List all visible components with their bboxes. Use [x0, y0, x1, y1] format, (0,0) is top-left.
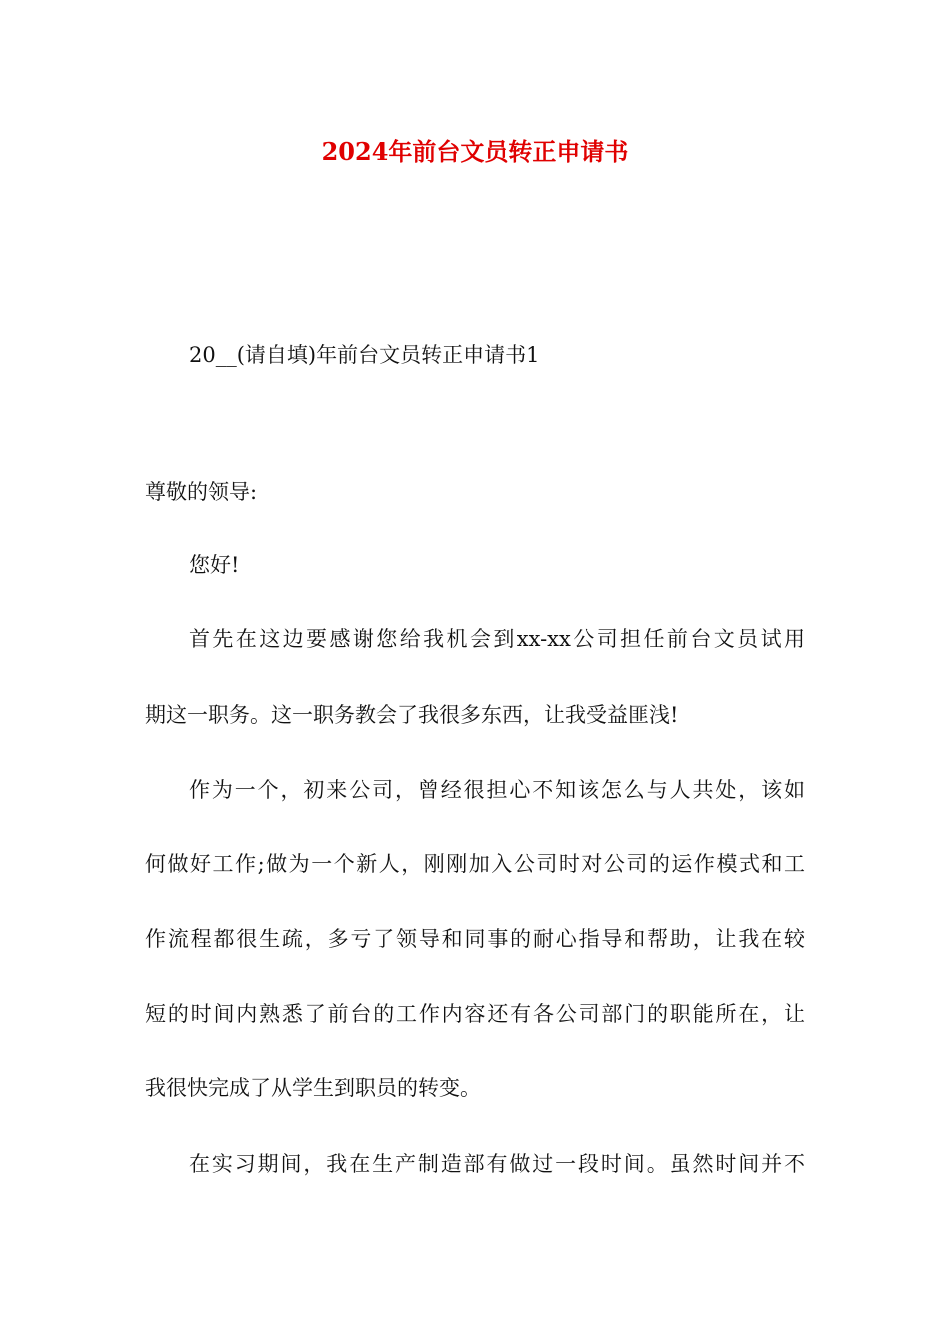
greeting: 您好! — [189, 553, 240, 577]
document-title: 2024年前台文员转正申请书 — [321, 137, 629, 166]
paragraph-line: 何做好工作;做为一个新人，刚刚加入公司时对公司的运作模式和工 — [145, 852, 805, 876]
document-subtitle: 20__(请自填)年前台文员转正申请书1 — [189, 343, 540, 367]
paragraph-line: 作为一个，初来公司，曾经很担心不知该怎么与人共处，该如 — [189, 778, 805, 802]
paragraph-line: 作流程都很生疏，多亏了领导和同事的耐心指导和帮助，让我在较 — [145, 927, 805, 951]
paragraph-line: 期这一职务。这一职务教会了我很多东西，让我受益匪浅! — [145, 703, 679, 727]
paragraph-line: 我很快完成了从学生到职员的转变。 — [145, 1076, 481, 1100]
salutation: 尊敬的领导: — [145, 480, 258, 504]
paragraph-line: 在实习期间，我在生产制造部有做过一段时间。虽然时间并不 — [189, 1152, 805, 1176]
paragraph-line: 首先在这边要感谢您给我机会到xx-xx公司担任前台文员试用 — [189, 627, 805, 651]
paragraph-line: 短的时间内熟悉了前台的工作内容还有各公司部门的职能所在，让 — [145, 1002, 805, 1026]
